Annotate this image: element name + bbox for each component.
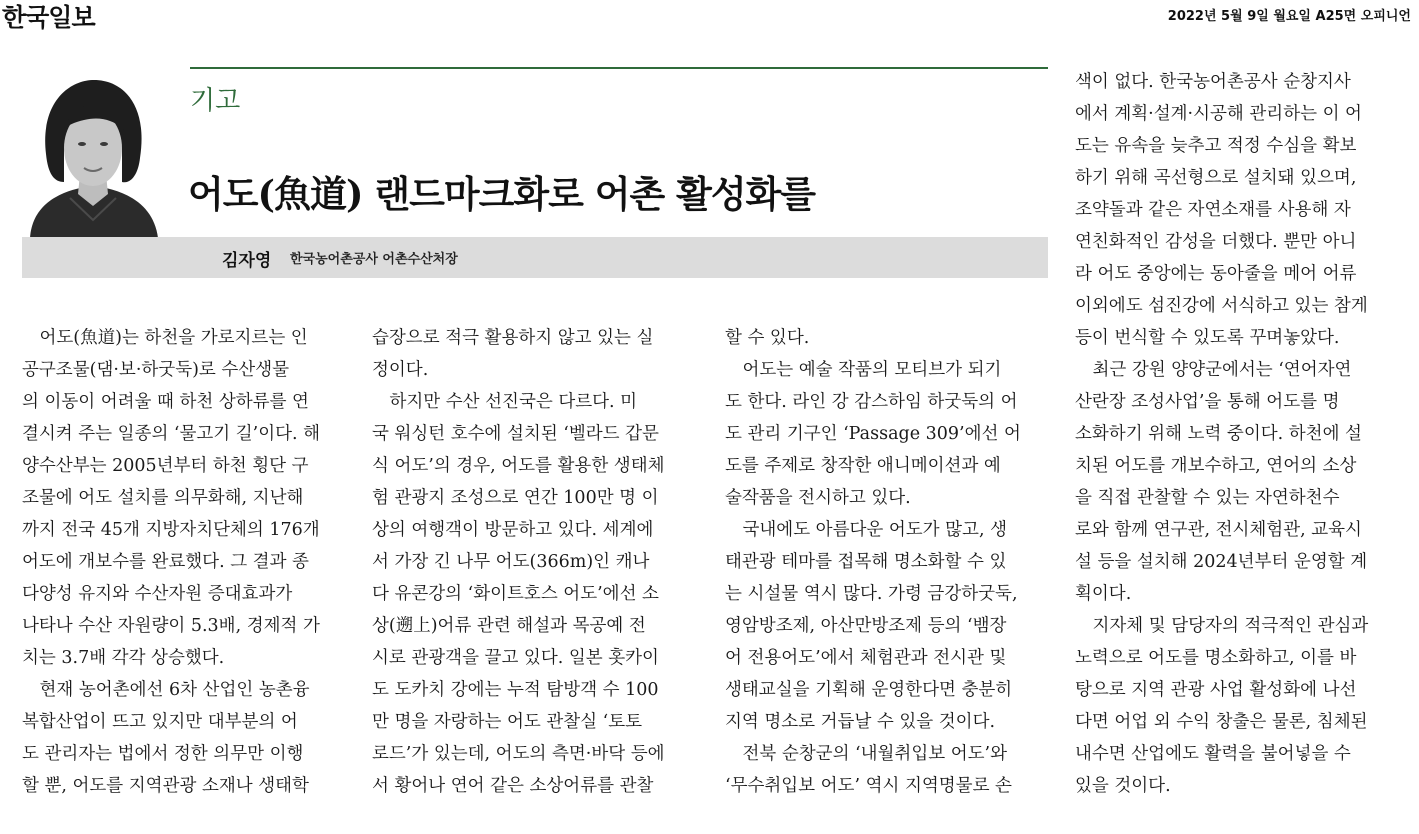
body-text-line: 결시켜 주는 일종의 ‘물고기 길’이다. 해 [22,424,321,444]
author-title: 한국농어촌공사 어촌수산처장 [290,252,458,267]
body-text-line: 도를 주제로 창작한 애니메이션과 예 [725,456,1001,476]
body-text-line: 치는 3.7배 각각 상승했다. [22,648,225,668]
newspaper-logo: 한국일보 [2,3,95,32]
body-text-line: 색이 없다. 한국농어촌공사 순창지사 [1075,72,1351,92]
body-text-line: 최근 강원 양양군에서는 ‘연어자연 [1075,360,1352,380]
body-text-line: 지역 명소로 거듭날 수 있을 것이다. [725,712,996,732]
body-text-line: 생태교실을 기획해 운영한다면 충분히 [725,680,1013,700]
body-text-line: 나타나 수산 자원량이 5.3배, 경제적 가 [22,616,320,636]
body-text-line: 다양성 유지와 수산자원 증대효과가 [22,584,293,604]
body-text-line: 만 명을 자랑하는 어도 관찰실 ‘토토 [372,712,643,732]
body-text-line: 양수산부는 2005년부터 하천 횡단 구 [22,456,309,476]
body-text-line: 는 시설물 역시 많다. 가령 금강하굿둑, [725,584,1018,604]
body-text-line: 태관광 테마를 접목해 명소화할 수 있 [725,552,1007,572]
body-text-line: 복합산업이 뜨고 있지만 대부분의 어 [22,712,298,732]
author-photo [22,70,164,238]
body-text-line: 조물에 어도 설치를 의무화해, 지난해 [22,488,304,508]
body-text-line: 설 등을 설치해 2024년부터 운영할 계 [1075,552,1368,572]
body-text-line: 하기 위해 곡선형으로 설치돼 있으며, [1075,168,1357,188]
body-text-line: 연친화적인 감성을 더했다. 뿐만 아니 [1075,232,1357,252]
body-text-line: 획이다. [1075,584,1132,604]
body-text-line: 현재 농어촌에선 6차 산업인 농촌융 [22,680,310,700]
body-text-line: 다 유콘강의 ‘화이트호스 어도’에선 소 [372,584,659,604]
body-text-line: 습장으로 적극 활용하지 않고 있는 실 [372,328,654,348]
body-text-line: 술작품을 전시하고 있다. [725,488,911,508]
body-text-line: 국 워싱턴 호수에 설치된 ‘벨라드 갑문 [372,424,659,444]
header-rule [190,67,1048,69]
body-text-line: 탕으로 지역 관광 사업 활성화에 나선 [1075,680,1357,700]
body-text-line: 도 관리자는 법에서 정한 의무만 이행 [22,744,304,764]
body-text-line: 할 수 있다. [725,328,810,348]
article-column-4 [1075,66,1397,802]
body-text-line: 산란장 조성사업’을 통해 어도를 명 [1075,392,1340,412]
body-text-line: 지자체 및 담당자의 적극적인 관심과 [1075,616,1369,636]
article-headline: 어도(魚道) 랜드마크화로 어촌 활성화를 [188,172,816,216]
byline-bar [22,237,1048,278]
body-text-line: 전북 순창군의 ‘내월취입보 어도’와 [725,744,1007,764]
body-text-line: 노력으로 어도를 명소화하고, 이를 바 [1075,648,1357,668]
body-text-line: 에서 계획·설계·시공해 관리하는 이 어 [1075,104,1362,124]
body-text-line: 있을 것이다. [1075,776,1171,796]
body-text-line: 까지 전국 45개 지방자치단체의 176개 [22,520,320,540]
body-text-line: 상(遡上)어류 관련 해설과 목공예 전 [372,616,646,636]
body-text-line: 상의 여행객이 방문하고 있다. 세계에 [372,520,654,540]
article-column-2 [372,322,694,802]
body-text-line: 도 도카치 강에는 누적 탐방객 수 100 [372,680,659,700]
body-text-line: 도 관리 기구인 ‘Passage 309’에선 어 [725,424,1021,444]
body-text-line: 정이다. [372,360,429,380]
article-column-3 [725,322,1047,802]
body-text-line: 서 황어나 연어 같은 소상어류를 관찰 [372,776,654,796]
masthead [0,0,1419,30]
body-text-line: 다면 어업 외 수익 창출은 물론, 침체된 [1075,712,1368,732]
body-text-line: 시로 관광객을 끌고 있다. 일본 홋카이 [372,648,659,668]
body-text-line: 의 이동이 어려울 때 하천 상하류를 연 [22,392,309,412]
body-text-line: 어도는 예술 작품의 모티브가 되기 [725,360,1002,380]
body-text-line: ‘무수취입보 어도’ 역시 지역명물로 손 [725,776,1012,796]
body-text-line: 서 가장 긴 나무 어도(366m)인 캐나 [372,552,650,572]
body-text-line: 식 어도’의 경우, 어도를 활용한 생태체 [372,456,665,476]
body-text-line: 도 한다. 라인 강 감스하임 하굿둑의 어 [725,392,1018,412]
body-text-line: 이외에도 섬진강에 서식하고 있는 참게 [1075,296,1368,316]
section-kicker: 기고 [190,86,241,116]
body-text-line: 조약돌과 같은 자연소재를 사용해 자 [1075,200,1351,220]
body-text-line: 국내에도 아름다운 어도가 많고, 생 [725,520,1007,540]
body-text-line: 영암방조제, 아산만방조제 등의 ‘뱀장 [725,616,1007,636]
body-text-line: 등이 번식할 수 있도록 꾸며놓았다. [1075,328,1340,348]
body-text-line: 소화하기 위해 노력 중이다. 하천에 설 [1075,424,1362,444]
body-text-line: 로드’가 있는데, 어도의 측면·바닥 등에 [372,744,665,764]
body-text-line: 공구조물(댐·보·하굿둑)로 수산생물 [22,360,290,380]
article-column-1 [22,322,344,802]
body-text-line: 내수면 산업에도 활력을 불어넣을 수 [1075,744,1351,764]
body-text-line: 어도에 개보수를 완료했다. 그 결과 종 [22,552,309,572]
body-text-line: 치된 어도를 개보수하고, 연어의 소상 [1075,456,1357,476]
edition-info: 2022년 5월 9일 월요일 A25면 오피니언 [1167,9,1411,24]
author-name: 김자영 [222,251,272,271]
body-text-line: 할 뿐, 어도를 지역관광 소재나 생태학 [22,776,309,796]
body-text-line: 하지만 수산 선진국은 다르다. 미 [372,392,638,412]
body-text-line: 로와 함께 연구관, 전시체험관, 교육시 [1075,520,1362,540]
body-text-line: 을 직접 관찰할 수 있는 자연하천수 [1075,488,1340,508]
body-text-line: 어도(魚道)는 하천을 가로지르는 인 [22,328,308,348]
body-text-line: 험 관광지 조성으로 연간 100만 명 이 [372,488,659,508]
body-text-line: 도는 유속을 늦추고 적정 수심을 확보 [1075,136,1357,156]
body-text-line: 어 전용어도’에서 체험관과 전시관 및 [725,648,1007,668]
body-text-line: 라 어도 중앙에는 동아줄을 메어 어류 [1075,264,1357,284]
